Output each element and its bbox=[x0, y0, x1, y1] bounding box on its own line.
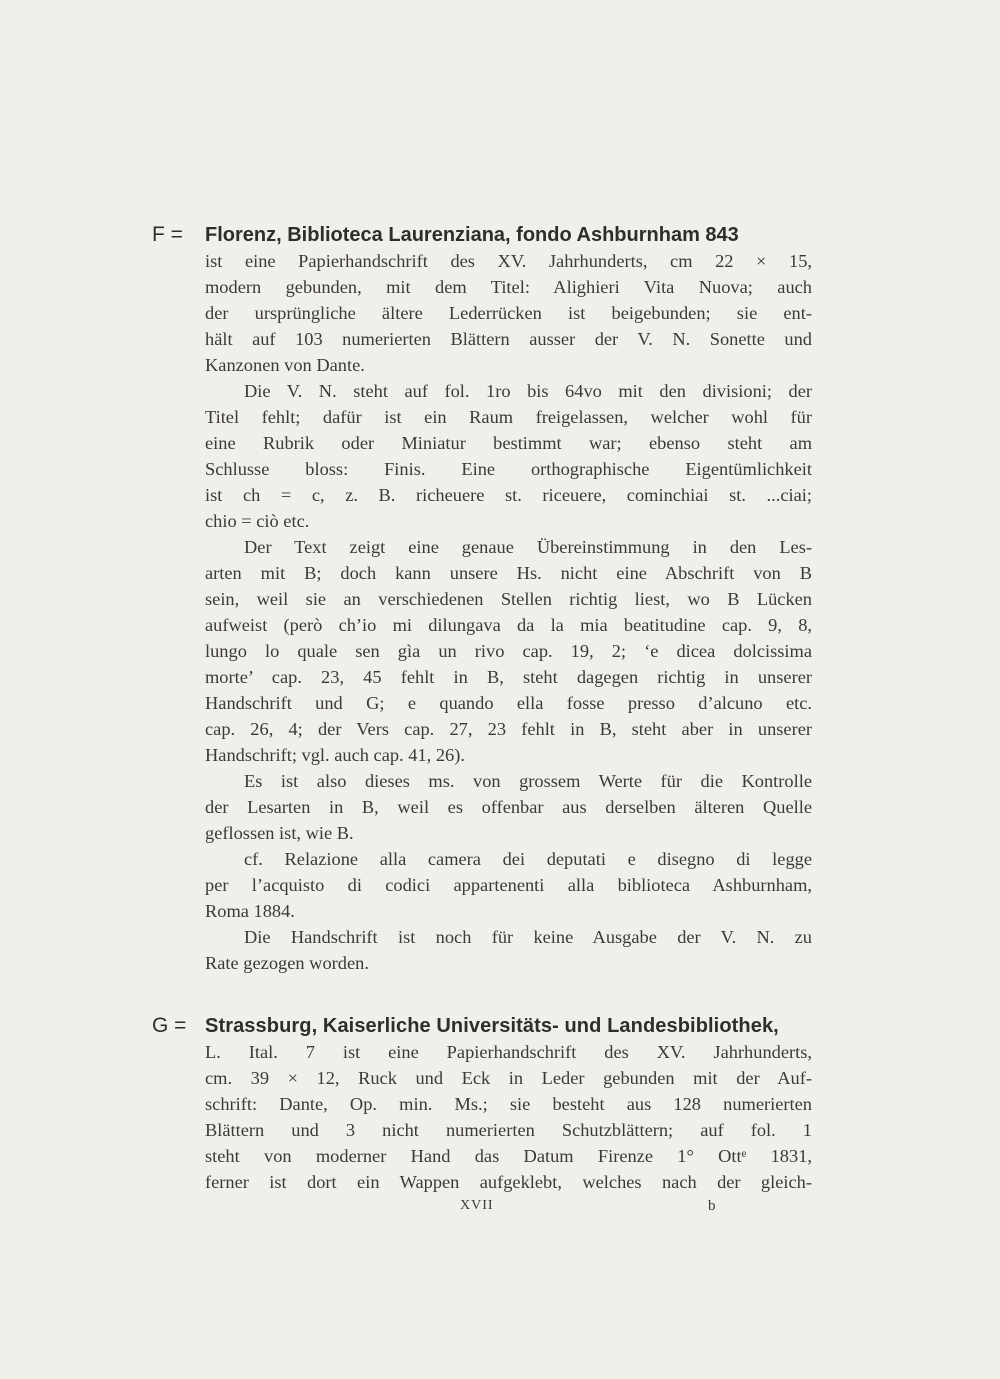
text-line: schrift: Dante, Op. min. Ms.; sie besteht aus 128 numerierten bbox=[205, 1094, 812, 1114]
text-line: Die Handschrift ist noch für keine Ausgabe der V. N. zu bbox=[244, 927, 812, 947]
text-line: ist eine Papierhandschrift des XV. Jahrhunderts, cm 22 × 15, bbox=[205, 251, 812, 271]
text-line: der ursprüngliche ältere Lederrücken ist beigebunden; sie ent- bbox=[205, 303, 812, 323]
text-line: Schlusse bloss: Finis. Eine orthographische Eigentümlichkeit bbox=[205, 459, 812, 479]
text-line: eine Rubrik oder Miniatur bestimmt war; ebenso steht am bbox=[205, 433, 812, 453]
text-line: Handschrift; vgl. auch cap. 41, 26). bbox=[205, 745, 465, 765]
text-line: modern gebunden, mit dem Titel: Alighieri Vita Nuova; auch bbox=[205, 277, 812, 297]
text-line: Der Text zeigt eine genaue Übereinstimmung in den Les- bbox=[244, 537, 812, 557]
text-line: cf. Relazione alla camera dei deputati e disegno di legge bbox=[244, 849, 812, 869]
text-line: Kanzonen von Dante. bbox=[205, 355, 365, 375]
siglum-g: G = bbox=[152, 1014, 187, 1037]
text-line: L. Ital. 7 ist eine Papierhandschrift des XV. Jahrhunderts, bbox=[205, 1042, 812, 1062]
text-line: arten mit B; doch kann unsere Hs. nicht eine Abschrift von B bbox=[205, 563, 812, 583]
text-line: lungo lo quale sen gìa un rivo cap. 19, 2; ‘e dicea dolcissima bbox=[205, 641, 812, 661]
text-line: per l’acquisto di codici appartenenti alla biblioteca Ashburnham, bbox=[205, 875, 812, 895]
text-line: geflossen ist, wie B. bbox=[205, 823, 354, 843]
text-line: chio = ciò etc. bbox=[205, 511, 310, 531]
text-line: hält auf 103 numerierten Blättern ausser der V. N. Sonette und bbox=[205, 329, 812, 349]
text-line: Die V. N. steht auf fol. 1ro bis 64vo mit den divisioni; der bbox=[244, 381, 812, 401]
text-line: ferner ist dort ein Wappen aufgeklebt, welches nach der gleich- bbox=[205, 1172, 812, 1192]
text-line: morte’ cap. 23, 45 fehlt in B, steht dagegen richtig in unserer bbox=[205, 667, 812, 687]
siglum-f: F = bbox=[152, 223, 183, 246]
heading-f: Florenz, Biblioteca Laurenziana, fondo Ashburnham 843 bbox=[205, 224, 739, 246]
page-signature: XVII bbox=[460, 1198, 494, 1213]
text-line: sein, weil sie an verschiedenen Stellen richtig liest, wo B Lücken bbox=[205, 589, 812, 609]
text-line: ist ch = c, z. B. richeuere st. riceuere, cominchiai st. ...ciai; bbox=[205, 485, 812, 505]
heading-g: Strassburg, Kaiserliche Universitäts- und Landesbibliothek, bbox=[205, 1015, 779, 1037]
text-line: Roma 1884. bbox=[205, 901, 295, 921]
text-line: Rate gezogen worden. bbox=[205, 953, 369, 973]
gathering-mark: b bbox=[708, 1198, 716, 1214]
text-line: aufweist (però ch’io mi dilungava da la mia beatitudine cap. 9, 8, bbox=[205, 615, 812, 635]
text-line: Es ist also dieses ms. von grossem Werte für die Kontrolle bbox=[244, 771, 812, 791]
text-line: Blättern und 3 nicht numerierten Schutzblättern; auf fol. 1 bbox=[205, 1120, 812, 1140]
text-line: Handschrift und G; e quando ella fosse presso d’alcuno etc. bbox=[205, 693, 812, 713]
text-line: cm. 39 × 12, Ruck und Eck in Leder gebunden mit der Auf- bbox=[205, 1068, 812, 1088]
text-line: der Lesarten in B, weil es offenbar aus derselben älteren Quelle bbox=[205, 797, 812, 817]
text-line: cap. 26, 4; der Vers cap. 27, 23 fehlt in B, steht aber in unserer bbox=[205, 719, 812, 739]
text-line: steht von moderner Hand das Datum Firenze 1° Ottᵉ 1831, bbox=[205, 1146, 812, 1166]
text-line: Titel fehlt; dafür ist ein Raum freigelassen, welcher wohl für bbox=[205, 407, 812, 427]
